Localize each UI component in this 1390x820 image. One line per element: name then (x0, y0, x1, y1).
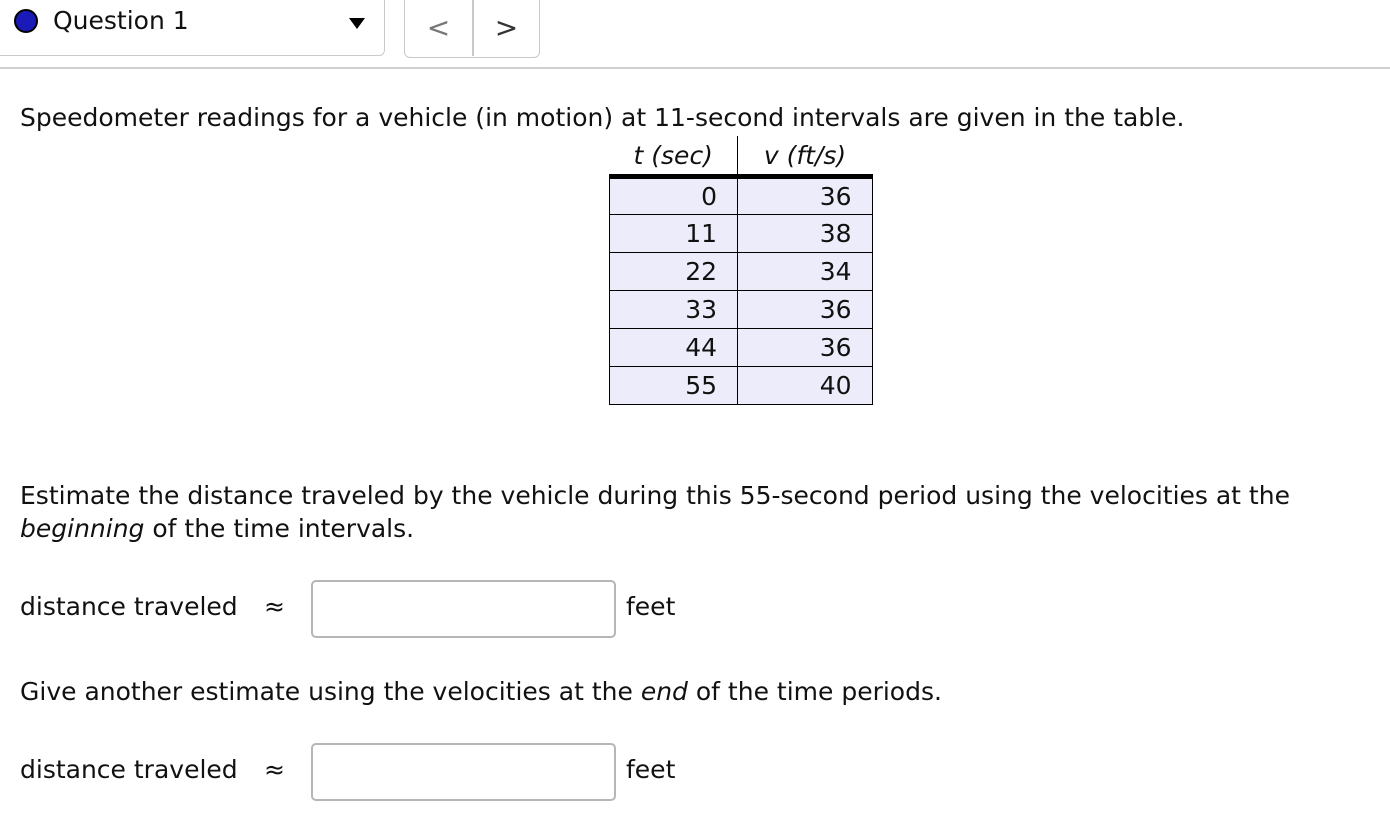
answer-label: distance traveled (20, 755, 238, 784)
table-row (610, 329, 873, 367)
table-row (610, 253, 873, 291)
table-row (610, 291, 873, 329)
velocity-cell: 38 (738, 215, 873, 253)
header-divider (0, 67, 1390, 69)
table-header-row (610, 136, 873, 177)
question-nav-bar (0, 0, 1390, 70)
answer-label: distance traveled (20, 592, 238, 621)
velocity-cell: 36 (738, 177, 873, 215)
problem-intro: Speedometer readings for a vehicle (in motion) at 11-second intervals are given in the table. (20, 103, 1185, 132)
column-header-velocity: v (ft/s) (738, 136, 873, 177)
time-cell: 33 (610, 291, 738, 329)
unit-label: feet (626, 592, 676, 621)
caret-down-icon (349, 18, 365, 29)
time-cell: 11 (610, 215, 738, 253)
velocity-cell: 34 (738, 253, 873, 291)
previous-question-button[interactable]: < (426, 10, 451, 44)
question-status-dot (14, 9, 38, 33)
velocity-cell: 40 (738, 367, 873, 405)
part1-prompt: Estimate the distance traveled by the vehicle during this 55-second period using the velocities at the beginning of the time intervals. (20, 481, 1290, 543)
table-row (610, 367, 873, 405)
velocity-cell: 36 (738, 329, 873, 367)
column-header-time: t (sec) (610, 136, 738, 177)
distance-begin-input[interactable] (311, 580, 616, 638)
table-row (610, 215, 873, 253)
time-cell: 55 (610, 367, 738, 405)
approx-symbol: ≈ (264, 592, 285, 621)
velocity-table (609, 136, 873, 405)
approx-symbol: ≈ (264, 755, 285, 784)
time-cell: 0 (610, 177, 738, 215)
distance-end-input[interactable] (311, 743, 616, 801)
question-select[interactable] (0, 0, 385, 56)
unit-label: feet (626, 755, 676, 784)
question-pager (404, 0, 540, 58)
table-row (610, 177, 873, 215)
velocity-cell: 36 (738, 291, 873, 329)
part2-prompt: Give another estimate using the velocities at the end of the time periods. (20, 677, 942, 706)
time-cell: 22 (610, 253, 738, 291)
question-label: Question 1 (53, 6, 189, 35)
next-question-button[interactable]: > (472, 0, 539, 56)
time-cell: 44 (610, 329, 738, 367)
